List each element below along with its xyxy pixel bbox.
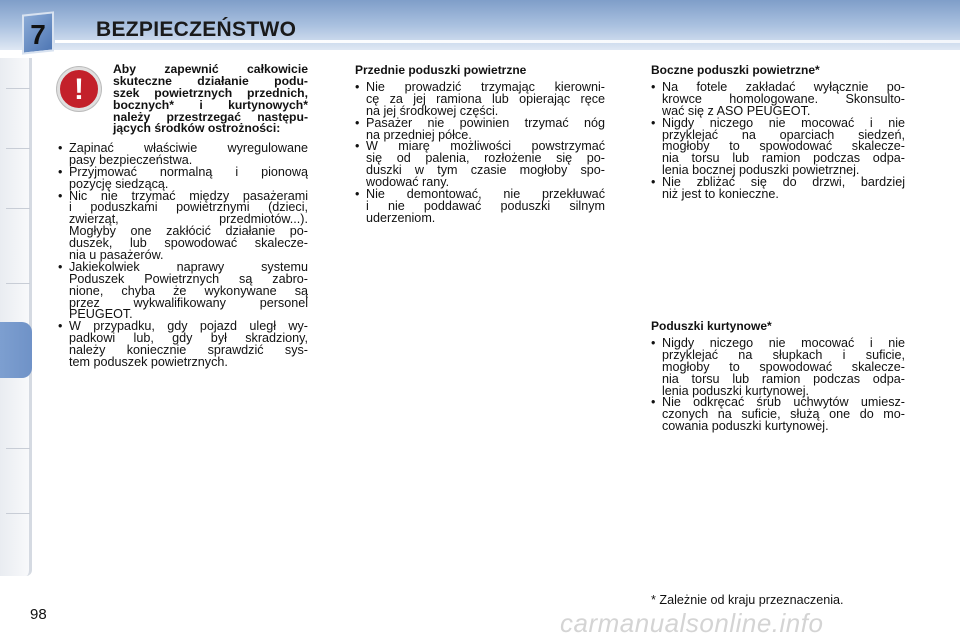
text-line: cę za jej ramiona lub opierając ręce [366, 91, 605, 106]
bullet-item [651, 82, 905, 118]
bullet-item [355, 115, 605, 142]
warning-exclamation-icon: ! [57, 67, 101, 111]
text-line: duszki w tym czasie mogłoby spo- [366, 163, 605, 178]
text-line: i nie poddawać poduszki silnym [366, 198, 605, 213]
text-line: lenia bocznej poduszki powietrznej. [662, 163, 860, 178]
text-line: lenia poduszki kurtynowej. [662, 383, 810, 398]
bullet-icon: • [58, 259, 63, 274]
bullet-item [58, 259, 308, 322]
tab-divider [6, 148, 30, 149]
text-line: nione, chyba że wykonywane są [69, 283, 308, 298]
text-line: nia torsu lub ramion podczas odpa- [662, 151, 905, 166]
text-line: Nic nie trzymać między pasażerami [69, 188, 308, 203]
text-line: wodować rany. [366, 175, 450, 190]
text-line: padkowi lub, gdy był skradziony, [69, 331, 308, 346]
column-curtain-airbags [651, 319, 905, 433]
text-line: jących środków ostrożności: [113, 121, 281, 136]
bullet-item [58, 321, 308, 369]
text-line: Aby zapewnić całkowicie [113, 62, 308, 76]
bullet-item [58, 188, 308, 263]
bullet-item [355, 189, 605, 225]
text-line: przez wykwalifikowany personel [69, 295, 308, 310]
text-line: krowce homologowane. Skonsulto- [662, 91, 905, 106]
text-line: duszek, lub spowodować skalecze- [69, 236, 308, 251]
text-line: pozycję siedzącą. [69, 176, 169, 191]
footnote: * Zależnie od kraju przeznaczenia. [651, 593, 844, 607]
page-title: BEZPIECZEŃSTWO [96, 18, 297, 41]
section-heading: Boczne poduszki powietrzne* [651, 63, 820, 77]
tab-divider [6, 283, 30, 284]
bullet-icon: • [58, 188, 63, 203]
text-line: Nie zbliżać się do drzwi, bardziej [662, 175, 905, 190]
text-line: na przedniej półce. [366, 127, 472, 142]
text-line: mogłoby to spowodować skalecze- [662, 139, 905, 154]
bullet-icon: • [58, 141, 63, 155]
bullet-item [355, 141, 605, 189]
text-line: Nie demontować, nie przekłuwać [366, 187, 605, 202]
text-line: bocznych* i kurtynowych* [113, 97, 308, 112]
text-line: Mogłyby one zakłócić działanie po- [69, 224, 308, 239]
section-heading: Przednie poduszki powietrzne [355, 63, 527, 77]
tab-divider [6, 513, 30, 514]
text-line: cowania poduszki kurtynowej. [662, 419, 829, 434]
text-line: Zapinać właściwie wyregulowane [69, 141, 308, 155]
text-line: zwierząt, przedmiotów...). [69, 212, 308, 227]
text-line: przyklejać na oparciach siedzeń, [662, 127, 905, 142]
chapter-tab-active[interactable] [0, 322, 32, 378]
text-line: przyklejać na słupkach i suficie, [662, 347, 905, 362]
bullet-icon: • [651, 395, 656, 410]
warning-text [113, 63, 308, 134]
text-line: mogłoby to spowodować skalecze- [662, 359, 905, 374]
text-line: skuteczne działanie podu- [113, 73, 308, 88]
text-line: nia u pasażerów. [69, 248, 164, 263]
text-line: szek powietrznych przednich, [113, 85, 308, 100]
text-line: niż jest to konieczne. [662, 187, 779, 202]
bullet-icon: • [355, 139, 360, 154]
section-heading: Poduszki kurtynowe* [651, 319, 772, 333]
text-line: Nigdy niczego nie mocować i nie [662, 336, 905, 350]
text-line: czonych na suficie, służą one do mo- [662, 407, 905, 422]
text-line: się od palenia, rozłożenie się po- [366, 151, 605, 166]
text-line: PEUGEOT. [69, 307, 133, 322]
column-front-airbags [355, 63, 605, 225]
bullet-item [58, 164, 308, 191]
bullet-item [651, 177, 905, 201]
bullet-icon: • [355, 115, 360, 130]
text-line: wać się z ASO PEUGEOT. [662, 103, 811, 118]
text-line: i poduszkami powietrznymi (dzieci, [69, 200, 308, 215]
bullet-icon: • [651, 175, 656, 190]
bullet-item [58, 143, 308, 167]
bullet-item [651, 338, 905, 397]
text-line: W miarę możliwości powstrzymać [366, 139, 605, 154]
chapter-tab [22, 11, 54, 54]
bullet-item [355, 82, 605, 118]
text-line: pasy bezpieczeństwa. [69, 152, 193, 167]
chapter-number: 7 [30, 19, 46, 50]
bullet-icon: • [651, 80, 656, 94]
bullet-icon: • [58, 164, 63, 179]
bullet-icon: • [58, 319, 63, 334]
bullet-icon: • [651, 115, 656, 130]
text-line: W przypadku, gdy pojazd uległ wy- [69, 319, 308, 334]
column-side-airbags [651, 63, 905, 201]
page-number: 98 [30, 606, 47, 623]
column-general [58, 143, 308, 369]
tab-divider [6, 448, 30, 449]
text-line: Nie prowadzić trzymając kierowni- [366, 80, 605, 94]
bullet-item [651, 397, 905, 433]
text-line: Nigdy niczego nie mocować i nie [662, 115, 905, 130]
text-line: uderzeniom. [366, 210, 436, 225]
bullet-icon: • [355, 80, 360, 94]
bullet-item [651, 115, 905, 178]
bullet-icon: • [355, 187, 360, 202]
text-line: Nie odkręcać śrub uchwytów umiesz- [662, 395, 905, 410]
text-line: Pasażer nie powinien trzymać nóg [366, 115, 605, 130]
bullet-icon: • [651, 336, 656, 350]
text-line: na jej środkowej części. [366, 103, 499, 118]
watermark: carmanualsonline.info [560, 608, 824, 638]
text-line: nia torsu lub ramion podczas odpa- [662, 371, 905, 386]
text-line: tem poduszek powietrznych. [69, 355, 228, 370]
text-line: Poduszek Powietrznych są zabro- [69, 271, 308, 286]
chapter-tabs-strip [0, 58, 32, 576]
text-line: należy koniecznie sprawdzić sys- [69, 343, 308, 358]
text-line: Na fotele zakładać wyłącznie po- [662, 80, 905, 94]
text-line: należy przestrzegać następu- [113, 109, 308, 124]
tab-divider [6, 208, 30, 209]
tab-divider [6, 88, 30, 89]
text-line: Przyjmować normalną i pionową [69, 164, 308, 179]
text-line: Jakiekolwiek naprawy systemu [69, 259, 308, 274]
